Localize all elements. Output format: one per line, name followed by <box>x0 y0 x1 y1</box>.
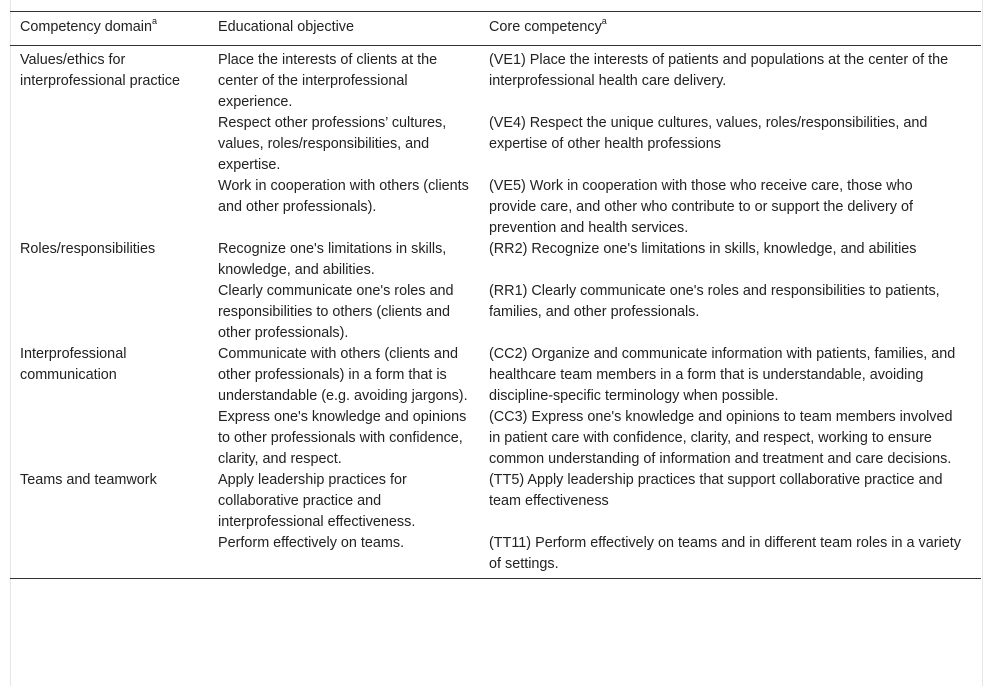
cell-domain <box>10 281 208 344</box>
table-row <box>10 344 981 407</box>
table-row <box>10 176 981 239</box>
cell-objective: Communicate with others (clients and other professionals) in a form that is understandable (e.g. avoiding jargons). <box>218 346 468 404</box>
cell-objective: Perform effectively on teams. <box>218 535 405 551</box>
cell-domain <box>10 407 208 470</box>
table-body <box>10 46 981 579</box>
table-row <box>10 470 981 533</box>
cell-core-competency: (VE1) Place the interests of patients and populations at the center of the interprofessional health care delivery. <box>489 52 949 89</box>
cell-core-competency: (RR2) Recognize one's limitations in skills, knowledge, and abilities <box>489 241 917 257</box>
table-row <box>10 239 981 281</box>
table-row <box>10 281 981 344</box>
cell-domain: Teams and teamwork <box>20 472 157 488</box>
footnote-marker: a <box>151 16 157 27</box>
cell-core-competency: (RR1) Clearly communicate one's roles and responsibilities to patients, families, and other professionals. <box>489 283 940 320</box>
competency-table <box>10 11 981 579</box>
table-row <box>10 46 981 114</box>
cell-domain: Roles/responsibilities <box>20 241 156 257</box>
header-educational-objective: Educational objective <box>218 19 355 35</box>
table-row <box>10 407 981 470</box>
cell-core-competency: (TT5) Apply leadership practices that support collaborative practice and team effectiveness <box>489 472 943 509</box>
header-core-competency: Core competency$^a$ <box>489 16 607 35</box>
footnote-marker: a <box>601 16 607 27</box>
cell-objective: Work in cooperation with others (clients and other professionals). <box>218 178 469 215</box>
cell-core-competency: (TT11) Perform effectively on teams and in different team roles in a variety of settings. <box>489 535 961 572</box>
cell-objective: Place the interests of clients at the center of the interprofessional experience. <box>218 52 438 110</box>
cell-domain <box>10 533 208 579</box>
cell-domain: Interprofessional communication <box>20 346 127 383</box>
header-competency-domain: Competency domain$^a$ <box>20 16 157 35</box>
cell-objective: Recognize one's limitations in skills, knowledge, and abilities. <box>218 241 447 278</box>
table-header <box>10 12 981 46</box>
cell-core-competency: (CC3) Express one's knowledge and opinions to team members involved in patient care with confidence, clarity, and respect, working to ensure common understanding of information and treatment and care decisions. <box>489 409 953 467</box>
cell-objective: Apply leadership practices for collaborative practice and interprofessional effectiveness. <box>218 472 416 530</box>
cell-objective: Express one's knowledge and opinions to other professionals with confidence, clarity, and respect. <box>218 409 467 467</box>
cell-objective: Clearly communicate one's roles and responsibilities to others (clients and other professionals). <box>218 283 454 341</box>
cell-domain <box>10 176 208 239</box>
header-row <box>10 12 981 46</box>
cell-core-competency: (CC2) Organize and communicate information with patients, families, and healthcare team members in a form that is understandable, avoiding discipline-specific terminology when possible. <box>489 346 956 404</box>
cell-core-competency: (VE4) Respect the unique cultures, values, roles/responsibilities, and expertise of other health professions <box>489 115 928 152</box>
cell-objective: Respect other professions’ cultures, values, roles/responsibilities, and expertise. <box>218 115 447 173</box>
cell-domain: Values/ethics for interprofessional practice <box>20 52 180 89</box>
cell-core-competency: (VE5) Work in cooperation with those who receive care, those who provide care, and other who contribute to or support the delivery of prevention and health services. <box>489 178 913 236</box>
cell-domain <box>10 113 208 176</box>
table-row <box>10 113 981 176</box>
table-row <box>10 533 981 579</box>
